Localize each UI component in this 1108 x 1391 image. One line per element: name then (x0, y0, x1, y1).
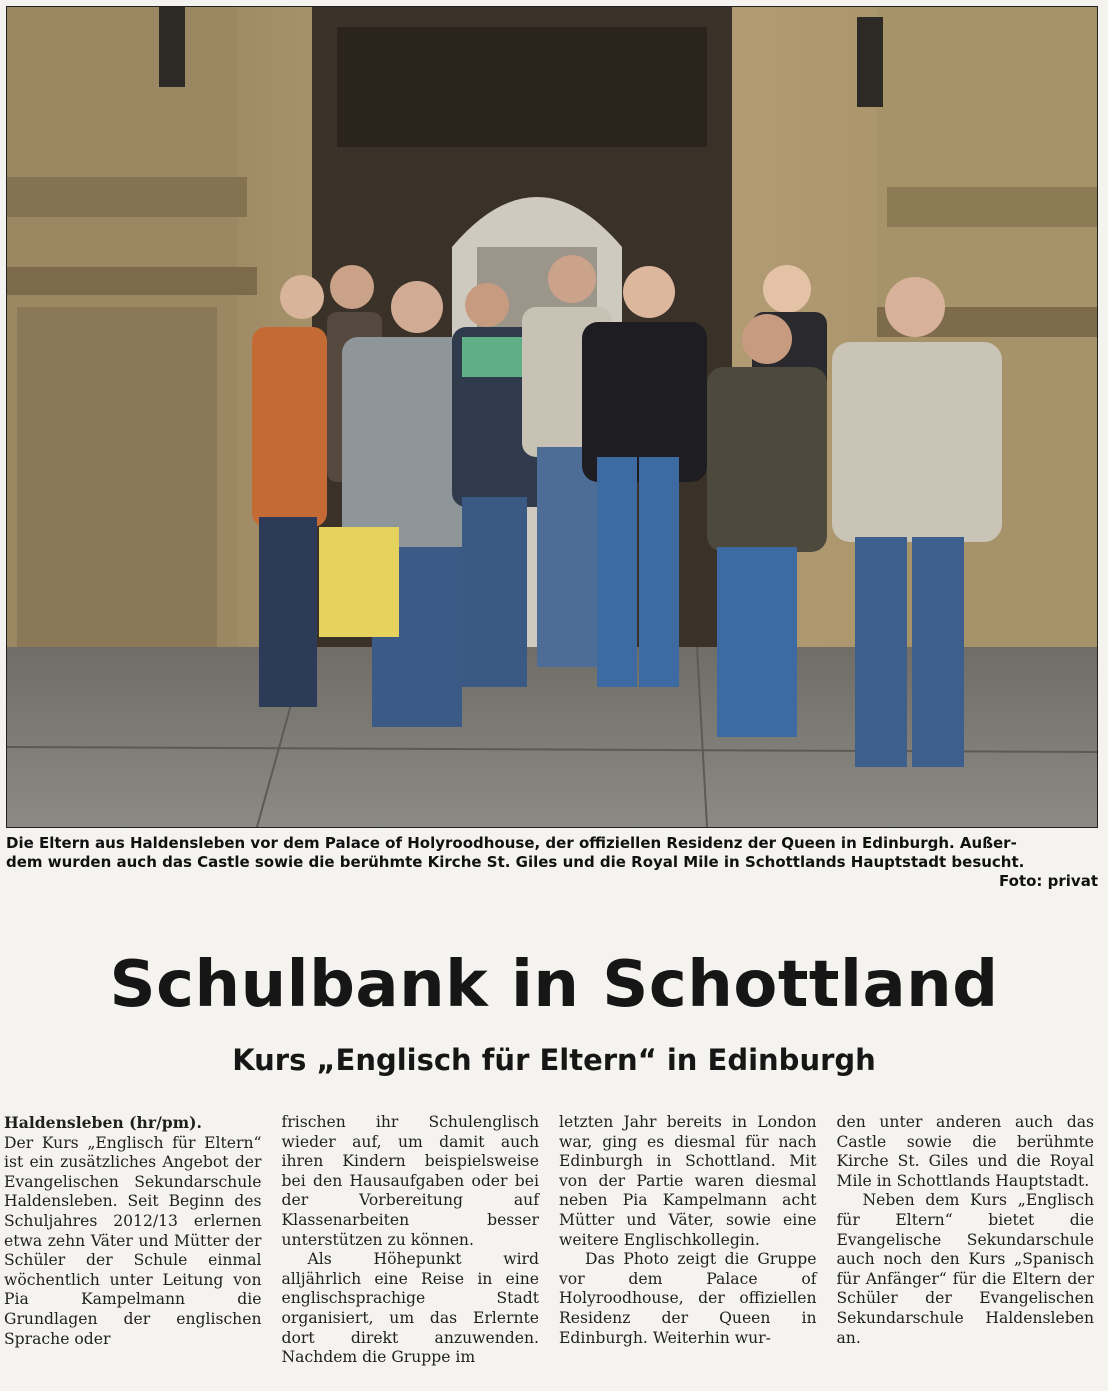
col3-paragraph-1: letzten Jahr bereits in London war, ging es diesmal für nach Edinburgh in Schottland. Mit von der Partie waren diesmal neben Pia Kampelmann acht Mütter und Väter, sowie eine weitere Englischkollegin. (559, 1113, 817, 1249)
col1-text: Der Kurs „Englisch für Eltern“ ist ein zusätzliches Angebot der Evangelischen Sekundarschule Haldensleben. Seit Beginn des Schuljahres 2012/13 erlernen etwa zehn Väter und Mütter der Schüler der Schule einmal wöchentlich unter Leitung von Pia Kampelmann die Grundlagen der englischen Sprache oder (4, 1133, 262, 1348)
photo-credit: Foto: privat (999, 872, 1098, 890)
article-column-3 (559, 1113, 817, 1368)
col4-paragraph-2: Neben dem Kurs „Englisch für Eltern“ bietet die Evangelische Sekundarschule auch noch den Kurs „Spanisch für Anfänger“ für die Eltern der Schüler der Evangelischen Sekundarschule Haldensleben an. (836, 1191, 1094, 1347)
col4-paragraph-1: den unter anderen auch das Castle sowie die berühmte Kirche St. Giles und die Royal Mile in Schottlands Hauptstadt. (836, 1113, 1094, 1190)
caption-line-1: Die Eltern aus Haldensleben vor dem Palace of Holyroodhouse, der offiziellen Residenz der Queen in Edinburgh. Außer- (6, 834, 1017, 852)
headline: Schulbank in Schottland (109, 948, 999, 1022)
group-photo-icon (7, 7, 1097, 827)
article-column-1 (4, 1113, 262, 1368)
col2-paragraph-2: Als Höhepunkt wird alljährlich eine Reise in eine englischsprachige Stadt organisiert, um das Erlernte dort direkt anzuwenden. Nachdem die Gruppe im (281, 1250, 539, 1367)
col3-paragraph-2: Das Photo zeigt die Gruppe vor dem Palace of Holyroodhouse, der offiziellen Residenz der Queen in Edinburgh. Weiterhin wur- (559, 1250, 817, 1347)
col2-paragraph-1: frischen ihr Schulenglisch wieder auf, um damit auch ihren Kindern beispielsweise bei den Hausaufgaben oder bei der Vorbereitung auf Klassenarbeiten besser unterstützen zu können. (281, 1113, 539, 1249)
article-column-2 (282, 1113, 540, 1368)
caption-line-2: dem wurden auch das Castle sowie die berühmte Kirche St. Giles und die Royal Mile in Schottlands Hauptstadt besucht. (6, 853, 1025, 871)
article-body (4, 1113, 1094, 1368)
subheadline: Kurs „Englisch für Eltern“ in Edinburgh (232, 1043, 876, 1077)
photo-caption (6, 834, 1098, 891)
dateline: Haldensleben (hr/pm). (4, 1113, 202, 1132)
article-column-4 (837, 1113, 1095, 1368)
article-photo (6, 6, 1098, 828)
